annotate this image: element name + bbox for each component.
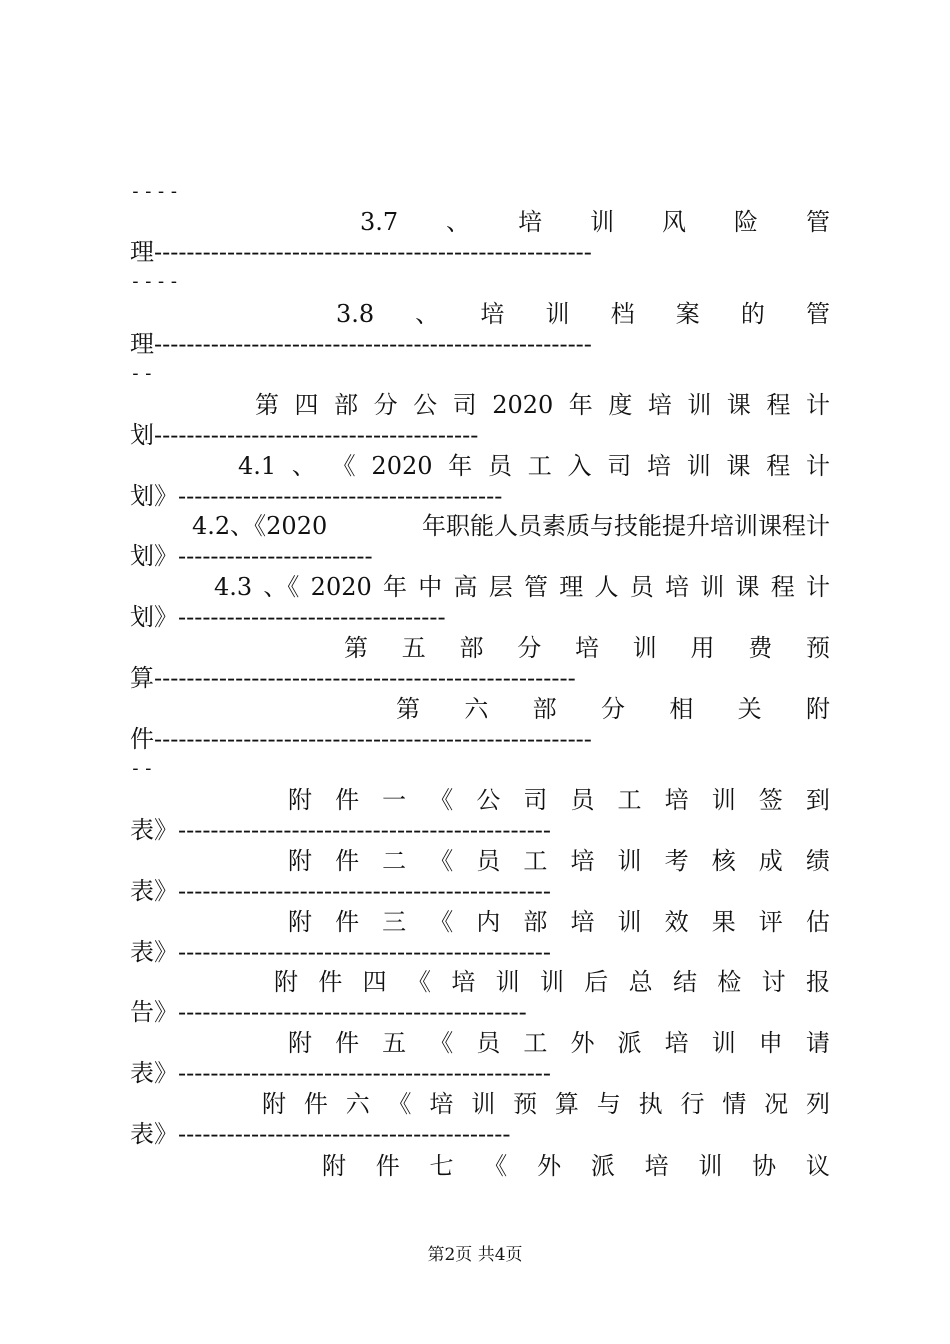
toc-line: 4.3 、《 2020 年 中 高 层 管 理 人 员 培 训 课 程 计 — [214, 573, 830, 601]
toc-line: 表》----------------------------------------- — [130, 1120, 511, 1148]
toc-line: ---- — [130, 271, 182, 292]
page-footer: 第2页 共4页 — [427, 1245, 523, 1265]
toc-line: 附 件 六 《 培 训 预 算 与 执 行 情 况 列 — [262, 1090, 830, 1118]
toc-line: 划》------------------------ — [130, 542, 373, 570]
toc-line: 表》---------------------------------------------- — [130, 1059, 552, 1087]
toc-line: 划---------------------------------------- — [130, 421, 479, 449]
toc-line: -- — [130, 363, 156, 384]
toc-line: 3.7 、 培 训 风 险 管 — [360, 208, 830, 236]
toc-line: 算---------------------------------------------------- — [130, 664, 576, 692]
toc-line: 第 四 部 分 公 司 2020 年 度 培 训 课 程 计 — [255, 391, 830, 419]
toc-line: 划》---------------------------------------- — [130, 482, 503, 510]
toc-line: 附 件 二 《 员 工 培 训 考 核 成 绩 — [288, 847, 830, 875]
toc-line: 4.2、《2020 年职能人员素质与技能提升培训课程计 — [192, 512, 830, 540]
toc-line: 第 六 部 分 相 关 附 — [396, 695, 830, 723]
toc-line: 附 件 三 《 内 部 培 训 效 果 评 估 — [288, 908, 830, 936]
toc-line: 附 件 七 《 外 派 培 训 协 议 — [322, 1152, 830, 1180]
toc-line: 件------------------------------------------------------ — [130, 725, 592, 753]
toc-line: 第 五 部 分 培 训 用 费 预 — [344, 634, 830, 662]
toc-line: 附 件 五 《 员 工 外 派 培 训 申 请 — [288, 1029, 830, 1057]
toc-line: 表》---------------------------------------------- — [130, 877, 552, 905]
toc-line: 划》--------------------------------- — [130, 603, 446, 631]
toc-line: 告》------------------------------------------- — [130, 998, 527, 1026]
toc-line: ---- — [130, 181, 182, 202]
toc-line: 附 件 四 《 培 训 训 后 总 结 检 讨 报 — [274, 968, 830, 996]
toc-line: 附 件 一 《 公 司 员 工 培 训 签 到 — [288, 786, 830, 814]
toc-line: 4.1 、 《 2020 年 员 工 入 司 培 训 课 程 计 — [238, 452, 830, 480]
toc-line: 表》---------------------------------------------- — [130, 938, 552, 966]
toc-line: 理------------------------------------------------------ — [130, 238, 592, 266]
toc-line: 3.8 、 培 训 档 案 的 管 — [336, 300, 830, 328]
toc-line: 表》---------------------------------------------- — [130, 816, 552, 844]
toc-line: -- — [130, 758, 156, 779]
toc-line: 理------------------------------------------------------ — [130, 330, 592, 358]
